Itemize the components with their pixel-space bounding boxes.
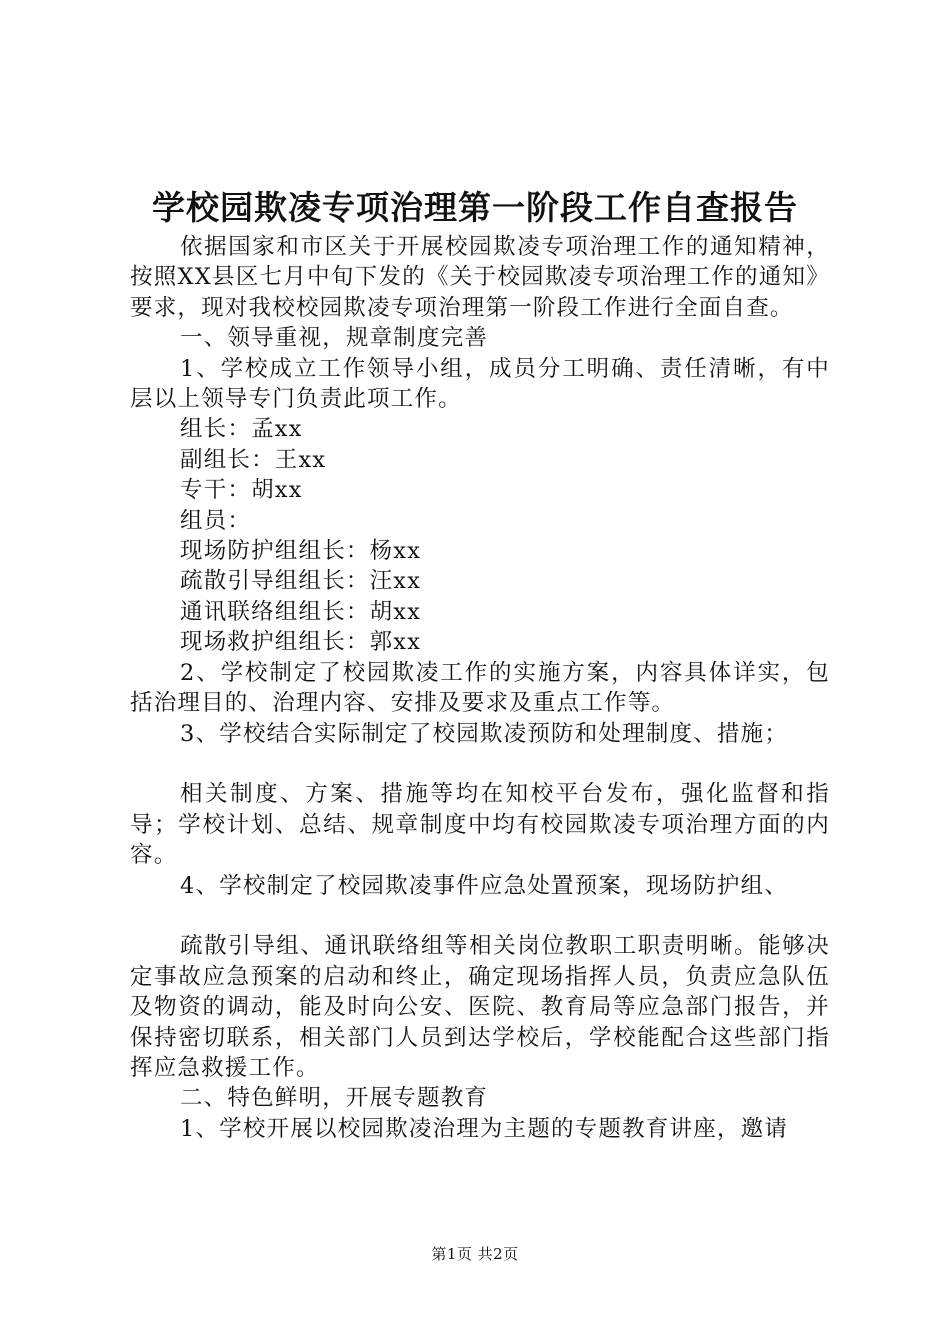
member-officer: 专干：胡xx (180, 477, 303, 504)
blank-line (130, 901, 830, 931)
section-heading-2: 二、特色鲜明，开展专题教育 (180, 1085, 489, 1112)
paragraph-item-2: 2、学校制定了校园欺凌工作的实施方案，内容具体详实，包括治理目的、治理内容、安排及要求及重点工作等。 (130, 659, 830, 717)
member-rescue-leader: 现场救护组组长：郭xx (180, 629, 422, 656)
paragraph-section2-item-1: 1、学校开展以校园欺凌治理为主题的专题教育讲座，邀请 (180, 1115, 789, 1142)
member-deputy-leader: 副组长：王xx (180, 446, 327, 473)
paragraph-intro: 依据国家和市区关于开展校园欺凌专项治理工作的通知精神，按照XX县区七月中旬下发的《关于校园欺凌专项治理工作的通知》要求，现对我校校园欺凌专项治理第一阶段工作进行全面自查。 (130, 234, 830, 321)
page-footer: 第1页 共2页 (431, 1245, 519, 1263)
section-heading-1: 一、领导重视，规章制度完善 (180, 325, 489, 352)
member-protection-leader: 现场防护组组长：杨xx (180, 538, 422, 565)
paragraph-item-1: 1、学校成立工作领导小组，成员分工明确、责任清晰，有中层以上领导专门负责此项工作。 (130, 355, 830, 413)
member-members-label: 组员： (180, 507, 252, 534)
paragraph-item-4: 4、学校制定了校园欺凌事件应急处置预案，现场防护组、 (180, 872, 789, 899)
member-evacuation-leader: 疏散引导组组长：汪xx (180, 568, 422, 595)
paragraph-item-3-cont: 相关制度、方案、措施等均在知校平台发布，强化监督和指导；学校计划、总结、规章制度中均有校园欺凌专项治理方面的内容。 (130, 781, 830, 869)
member-communication-leader: 通讯联络组组长：胡xx (180, 598, 422, 625)
blank-line (130, 749, 830, 779)
member-leader: 组长：孟xx (180, 416, 303, 443)
paragraph-item-4-cont: 疏散引导组、通讯联络组等相关岗位教职工职责明晰。能够决定事故应急预案的启动和终止，确定现场指挥人员，负责应急队伍及物资的调动，能及时向公安、医院、教育局等应急部门报告，并保持密切联系，相关部门人员到达学校后，学校能配合这些部门指挥应急救援工作。 (130, 933, 830, 1081)
document-title: 学校园欺凌专项治理第一阶段工作自查报告 (152, 188, 798, 227)
document-body (130, 232, 830, 1144)
paragraph-item-3: 3、学校结合实际制定了校园欺凌预防和处理制度、措施； (180, 720, 789, 747)
